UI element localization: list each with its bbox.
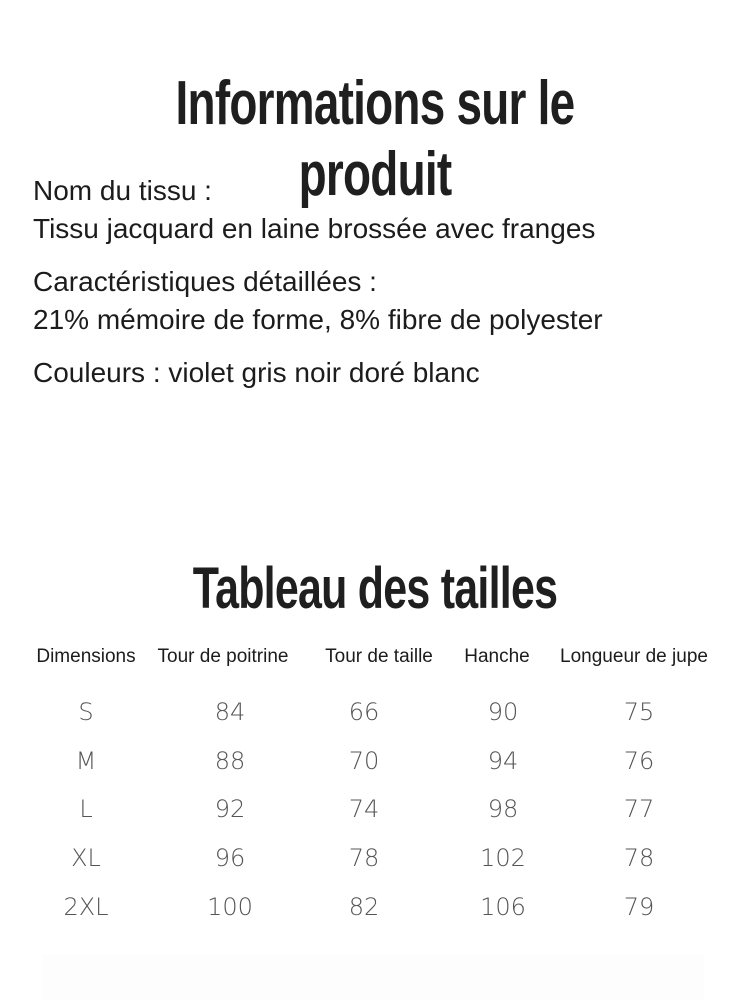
fabric-value: Tissu jacquard en laine brossée avec franges [33, 213, 596, 244]
colors-info [33, 354, 480, 392]
size-cell: L [79, 795, 93, 823]
hip-cell: 106 [480, 893, 526, 921]
skirt-length-cell: 76 [623, 747, 655, 775]
fabric-info [33, 172, 595, 248]
chest-cell: 88 [214, 747, 246, 775]
table-row [0, 747, 750, 787]
size-cell: XL [71, 844, 101, 872]
waist-cell: 70 [348, 747, 380, 775]
table-row [0, 795, 750, 835]
features-value: 21% mémoire de forme, 8% fibre de polyester [33, 304, 603, 335]
hip-cell: 94 [487, 747, 519, 775]
chest-cell: 84 [214, 698, 246, 726]
waist-cell: 82 [348, 893, 380, 921]
size-chart-title: Tableau des tailles [192, 556, 558, 621]
hip-cell: 90 [487, 698, 519, 726]
chest-cell: 92 [214, 795, 246, 823]
waist-cell: 74 [348, 795, 380, 823]
table-row [0, 893, 750, 933]
header-skirt-length: Longueur de jupe [560, 646, 708, 667]
features-label: Caractéristiques détaillées : [33, 266, 377, 297]
header-chest: Tour de poitrine [157, 646, 289, 667]
skirt-length-cell: 78 [623, 844, 655, 872]
bottom-shade [42, 955, 704, 1000]
size-cell: S [78, 698, 94, 726]
table-row [0, 698, 750, 738]
header-dimensions: Dimensions [36, 646, 136, 667]
hip-cell: 98 [487, 795, 519, 823]
waist-cell: 66 [348, 698, 380, 726]
table-header-row [0, 640, 750, 680]
colors-line: Couleurs : violet gris noir doré blanc [33, 357, 480, 388]
fabric-label: Nom du tissu : [33, 175, 212, 206]
product-info-title: Informations sur le produit [175, 69, 575, 209]
chest-cell: 96 [214, 844, 246, 872]
hip-cell: 102 [480, 844, 526, 872]
waist-cell: 78 [348, 844, 380, 872]
skirt-length-cell: 75 [623, 698, 655, 726]
header-hip: Hanche [464, 646, 530, 667]
size-cell: 2XL [63, 893, 109, 921]
chest-cell: 100 [207, 893, 253, 921]
table-row [0, 844, 750, 884]
header-waist: Tour de taille [325, 646, 433, 667]
skirt-length-cell: 77 [623, 795, 655, 823]
features-info [33, 263, 603, 339]
size-cell: M [75, 747, 97, 775]
skirt-length-cell: 79 [623, 893, 655, 921]
